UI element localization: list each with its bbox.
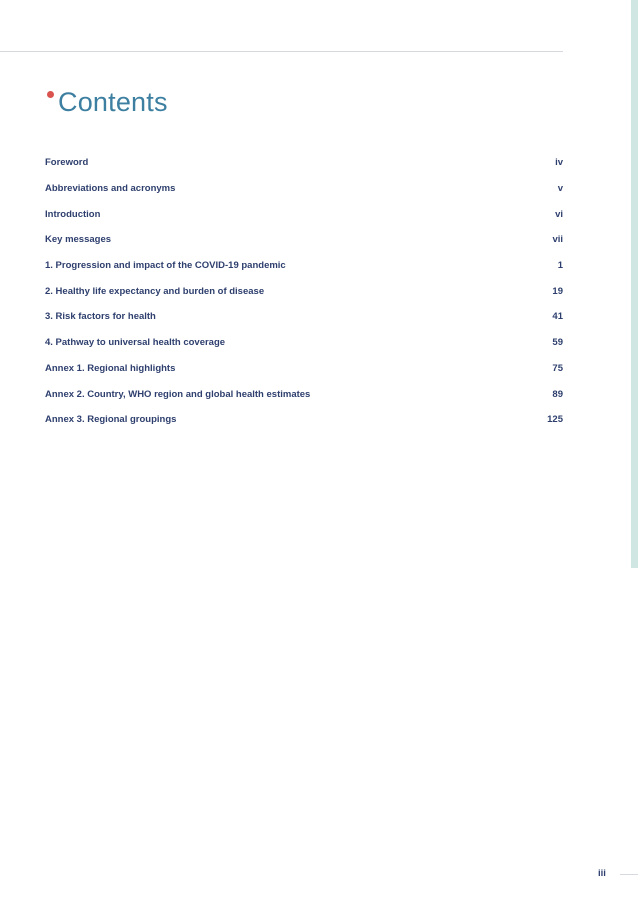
toc-entry-key-messages[interactable] <box>45 227 563 253</box>
toc-entry-page: 41 <box>552 311 563 323</box>
toc-entry-page: 19 <box>552 285 563 297</box>
toc-entry-annex-3[interactable] <box>45 407 563 433</box>
toc-entry-chapter-3[interactable] <box>45 304 563 330</box>
toc-entry-label: Abbreviations and acronyms <box>45 183 176 195</box>
footer-rule <box>620 874 638 875</box>
toc-entry-page: 125 <box>547 414 563 426</box>
page-number: iii <box>598 868 606 879</box>
toc-entry-chapter-4[interactable] <box>45 330 563 356</box>
side-color-band <box>631 0 638 568</box>
toc-entry-foreword[interactable] <box>45 150 563 176</box>
toc-entry-label: Foreword <box>45 157 89 169</box>
toc-entry-page: 75 <box>552 362 563 374</box>
bullet-dot-icon <box>47 91 54 98</box>
toc-entry-page: vii <box>552 234 563 246</box>
page-title: Contents <box>58 87 168 117</box>
toc-entry-label: 4. Pathway to universal health coverage <box>45 337 226 349</box>
header-rule <box>0 51 563 52</box>
toc-entry-chapter-2[interactable] <box>45 278 563 304</box>
toc-entry-page: 89 <box>552 388 563 400</box>
toc-entry-chapter-1[interactable] <box>45 253 563 279</box>
toc-entry-label: Introduction <box>45 208 101 220</box>
table-of-contents <box>45 150 563 433</box>
toc-entry-introduction[interactable] <box>45 201 563 227</box>
toc-entry-label: Annex 1. Regional highlights <box>45 362 176 374</box>
toc-entry-page: 1 <box>557 260 563 272</box>
toc-entry-annex-2[interactable] <box>45 381 563 407</box>
toc-entry-page: iv <box>555 157 563 169</box>
toc-entry-label: 1. Progression and impact of the COVID-19 pandemic <box>45 260 286 272</box>
toc-entry-label: Annex 3. Regional groupings <box>45 414 177 426</box>
toc-entry-annex-1[interactable] <box>45 356 563 382</box>
toc-entry-label: 3. Risk factors for health <box>45 311 156 323</box>
toc-entry-abbreviations[interactable] <box>45 176 563 202</box>
toc-entry-label: Key messages <box>45 234 112 246</box>
toc-entry-label: Annex 2. Country, WHO region and global health estimates <box>45 388 311 400</box>
toc-entry-page: v <box>557 183 563 195</box>
toc-entry-label: 2. Healthy life expectancy and burden of disease <box>45 285 265 297</box>
toc-entry-page: 59 <box>552 337 563 349</box>
toc-entry-page: vi <box>555 208 563 220</box>
